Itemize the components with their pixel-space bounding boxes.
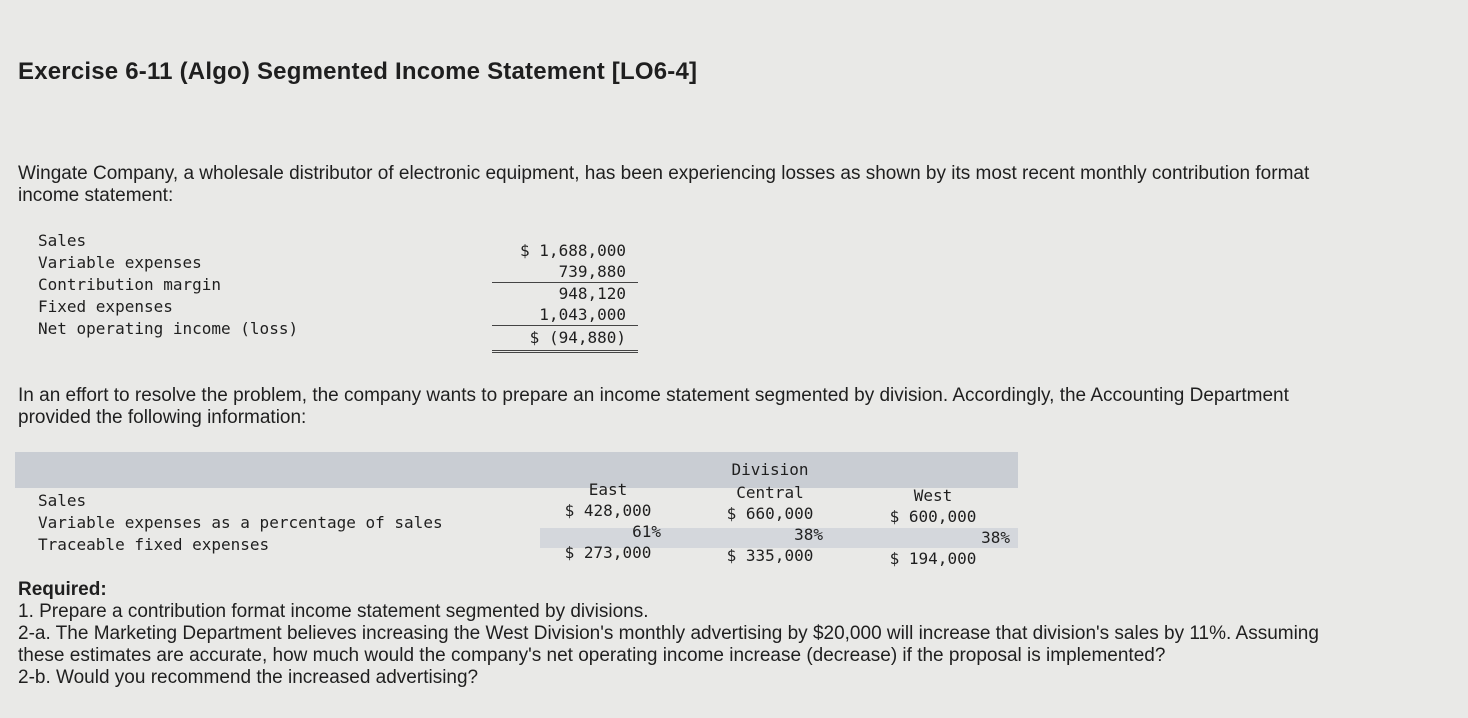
west-traceable-fixed: $ 194,000 — [889, 549, 977, 568]
central-sales: $ 660,000 — [726, 504, 814, 523]
column-central — [705, 482, 835, 566]
intro-paragraph: Wingate Company, a wholesale distributor of electronic equipment, has been experiencing losses as shown by its most recent monthly contribution format income statement: — [18, 163, 1310, 206]
column-header-west: West — [913, 486, 953, 505]
central-traceable-fixed: $ 335,000 — [726, 546, 814, 565]
is-label-contribution-margin: Contribution margin — [38, 275, 222, 294]
is-value-sales: $ 1,688,000 — [520, 241, 626, 260]
is-value-net-operating-income: $ (94,880) — [492, 326, 638, 353]
west-variable-pct: 38% — [981, 528, 1010, 547]
is-value-variable-expenses: 739,880 — [492, 261, 638, 283]
required-heading: Required: — [18, 579, 107, 600]
required-item-1: 1. Prepare a contribution format income statement segmented by divisions. — [18, 601, 649, 622]
seg-label-traceable-fixed: Traceable fixed expenses — [38, 535, 270, 554]
seg-label-sales: Sales — [38, 491, 87, 510]
east-traceable-fixed: $ 273,000 — [564, 543, 652, 562]
column-header-central: Central — [736, 483, 804, 502]
required-item-2a: 2-a. The Marketing Department believes increasing the West Division's monthly advertising by $20,000 will increase that division's sales by 11%. Assuming these estimates are accurate, how much would the company's net operating income increase (decrease) if the proposal is implemented? — [18, 623, 1319, 666]
segment-intro-paragraph: In an effort to resolve the problem, the company wants to prepare an income statement segmented by division. Accordingly, the Accounting Department provided the following information: — [18, 385, 1289, 428]
required-item-2b: 2-b. Would you recommend the increased advertising? — [18, 667, 479, 688]
is-label-sales: Sales — [38, 231, 87, 250]
central-variable-pct: 38% — [794, 525, 823, 544]
income-statement-values — [492, 240, 638, 353]
column-east — [543, 479, 673, 563]
column-header-east: East — [588, 480, 628, 499]
is-label-net-operating-income: Net operating income (loss) — [38, 319, 299, 338]
is-label-fixed-expenses: Fixed expenses — [38, 297, 173, 316]
is-value-contribution-margin: 948,120 — [558, 284, 626, 303]
segment-table-header-band — [15, 452, 1018, 488]
seg-label-variable-pct: Variable expenses as a percentage of sales — [38, 513, 443, 532]
east-sales: $ 428,000 — [564, 501, 652, 520]
division-header: Division — [731, 460, 809, 479]
east-variable-pct: 61% — [632, 522, 661, 541]
exercise-title: Exercise 6-11 (Algo) Segmented Income Statement [LO6-4] — [18, 58, 698, 85]
segment-table-labels — [38, 490, 443, 556]
column-west — [868, 485, 1010, 569]
west-sales: $ 600,000 — [889, 507, 977, 526]
income-statement-labels — [38, 230, 298, 340]
required-section — [18, 579, 1338, 689]
is-value-fixed-expenses: 1,043,000 — [492, 304, 638, 326]
is-label-variable-expenses: Variable expenses — [38, 253, 202, 272]
